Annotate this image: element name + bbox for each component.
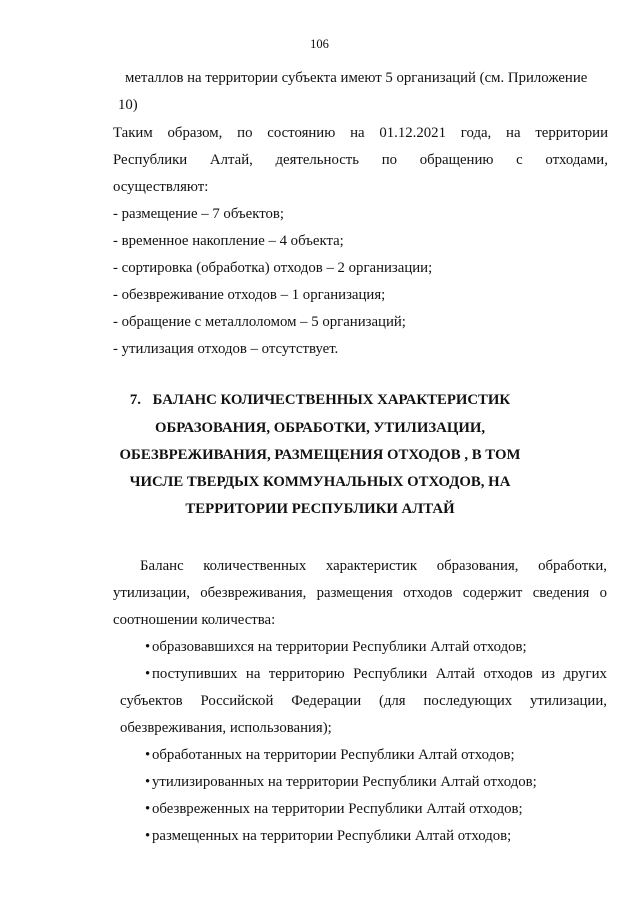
- word: Республики: [113, 152, 188, 168]
- word: образом,: [167, 125, 223, 141]
- word: на: [245, 666, 261, 682]
- bullet-text: размещенных на территории Республики Алтай отходов;: [152, 828, 512, 844]
- bullet-text: обработанных на территории Республики Алтай отходов;: [152, 747, 515, 763]
- word: других: [563, 666, 607, 682]
- word: по: [381, 152, 398, 168]
- word: Таким: [113, 125, 153, 141]
- word: содержит: [462, 585, 523, 601]
- word: Баланс: [140, 558, 184, 574]
- intro-line-justified: [113, 584, 607, 602]
- word: сведения: [532, 585, 590, 601]
- word: на: [506, 125, 521, 141]
- section-title-line: ТЕРРИТОРИИ РЕСПУБЛИКИ АЛТАЙ: [185, 501, 455, 517]
- word: обработки,: [538, 558, 607, 574]
- bullet-item: [145, 638, 527, 656]
- bullet-item: [145, 827, 511, 845]
- paragraph-line: осуществляют:: [113, 179, 209, 195]
- word: отходов: [483, 666, 533, 682]
- word: количественных: [203, 558, 307, 574]
- word: утилизации,: [530, 693, 607, 709]
- section-number: 7.: [129, 392, 141, 408]
- paragraph-line: металлов на территории субъекта имеют 5 организаций (см. Приложение: [125, 70, 588, 86]
- bullet-item: [145, 746, 515, 764]
- word: деятельность: [275, 152, 360, 168]
- word: утилизации,: [113, 585, 190, 601]
- word: обращению: [419, 152, 494, 168]
- section-title-line: ОБЕЗВРЕЖИВАНИЯ, РАЗМЕЩЕНИЯ ОТХОДОВ , В ТОМ: [119, 447, 521, 463]
- word: на: [350, 125, 365, 141]
- bullet-icon: •: [145, 639, 151, 655]
- bullet-icon: •: [145, 828, 151, 844]
- bullet-icon: •: [145, 774, 151, 790]
- word: обезвреживания,: [200, 585, 307, 601]
- bullet-text: утилизированных на территории Республики Алтай отходов;: [152, 774, 537, 790]
- intro-line-justified: [140, 557, 607, 575]
- bullet-icon: •: [145, 801, 151, 817]
- activity-item: - размещение – 7 объектов;: [113, 206, 284, 222]
- summary-line-justified: [113, 151, 608, 169]
- word: отходов: [403, 585, 453, 601]
- word: года,: [460, 125, 492, 141]
- word: из: [541, 666, 555, 682]
- word: территории: [535, 125, 608, 141]
- word: субъектов: [120, 693, 183, 709]
- word: образования,: [436, 558, 519, 574]
- word: Республики: [353, 666, 428, 682]
- word: 01.12.2021: [379, 125, 446, 141]
- bullet-icon: •: [145, 747, 151, 763]
- section-title-line: ОБРАЗОВАНИЯ, ОБРАБОТКИ, УТИЛИЗАЦИИ,: [154, 420, 486, 436]
- bullet-icon: •: [145, 666, 151, 682]
- word: по: [237, 125, 253, 141]
- word: размещения: [316, 585, 393, 601]
- word: состоянию: [267, 125, 336, 141]
- activity-item: - обращение с металлоломом – 5 организаций;: [113, 314, 406, 330]
- bullet-text: образовавшихся на территории Республики Алтай отходов;: [152, 639, 527, 655]
- word: с: [516, 152, 523, 168]
- word: Российской: [200, 693, 274, 709]
- word: территорию: [268, 666, 345, 682]
- activity-item: - обезвреживание отходов – 1 организация;: [113, 287, 386, 303]
- word: поступивших: [152, 666, 238, 682]
- activity-item: - временное накопление – 4 объекта;: [113, 233, 344, 249]
- page-number: 106: [310, 37, 329, 51]
- bullet-item: [145, 773, 537, 791]
- section-title-line: БАЛАНС КОЛИЧЕСТВЕННЫХ ХАРАКТЕРИСТИК: [152, 392, 511, 408]
- word: Алтай: [435, 666, 475, 682]
- bullet-text: обезвреженных на территории Республики Алтай отходов;: [152, 801, 523, 817]
- activity-item: - утилизация отходов – отсутствует.: [113, 341, 339, 357]
- paragraph-line: 10): [118, 97, 138, 113]
- bullet-text: обезвреживания, использования);: [120, 720, 332, 736]
- word: о: [599, 585, 607, 601]
- activity-item: - сортировка (обработка) отходов – 2 организации;: [113, 260, 433, 276]
- section-title-line: ЧИСЛЕ ТВЕРДЫХ КОММУНАЛЬНЫХ ОТХОДОВ, НА: [129, 474, 511, 490]
- word: последующих: [423, 693, 513, 709]
- word: отходами,: [545, 152, 608, 168]
- paragraph-line: соотношении количества:: [113, 612, 276, 628]
- word: Федерации: [291, 693, 362, 709]
- word: Алтай,: [209, 152, 253, 168]
- word: (для: [378, 693, 406, 709]
- word: характеристик: [325, 558, 418, 574]
- bullet-item: [145, 800, 523, 818]
- bullet-text-justified: [152, 665, 607, 683]
- summary-line-justified: [113, 124, 608, 142]
